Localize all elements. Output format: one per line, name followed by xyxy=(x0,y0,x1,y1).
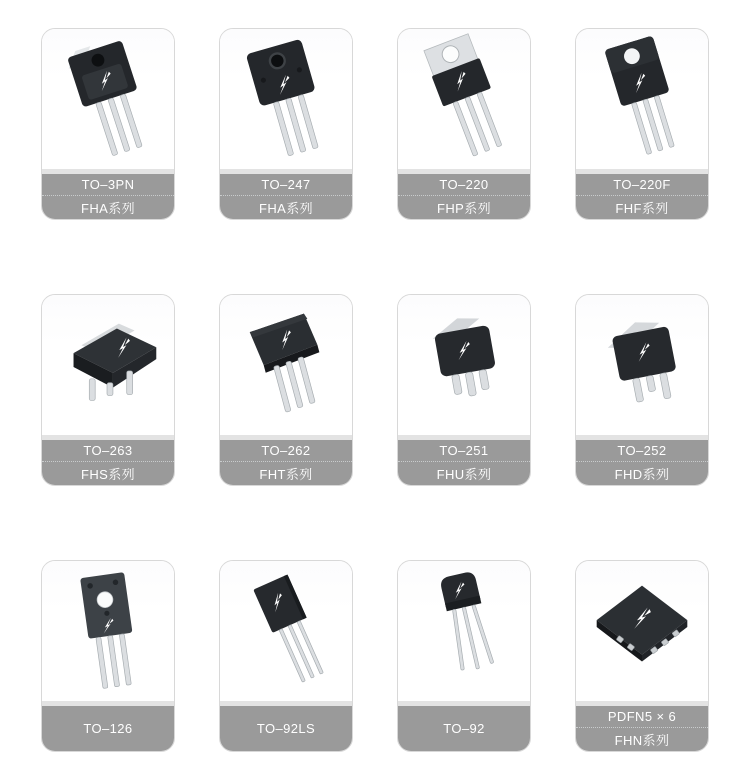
series-name-label: FHF系列 xyxy=(576,195,708,219)
to-252-package-photo xyxy=(576,295,708,435)
series-name-label: FHT系列 xyxy=(220,461,352,485)
card-labels xyxy=(220,440,352,485)
card-labels xyxy=(576,440,708,485)
package-name-label: TO–247 xyxy=(220,174,352,195)
series-name-label: FHN系列 xyxy=(576,727,708,751)
product-card-to-251[interactable] xyxy=(397,294,531,486)
card-labels xyxy=(42,706,174,751)
package-name-label: TO–251 xyxy=(398,440,530,461)
card-labels xyxy=(42,174,174,219)
card-labels xyxy=(220,174,352,219)
pdfn5x6-package-photo xyxy=(576,561,708,701)
to-92ls-package-photo xyxy=(220,561,352,701)
to-126-package-photo xyxy=(42,561,174,701)
package-name-label: TO–220F xyxy=(576,174,708,195)
product-card-pdfn5x6[interactable] xyxy=(575,560,709,752)
card-labels xyxy=(576,706,708,751)
package-name-label: TO–3PN xyxy=(42,174,174,195)
package-name-label: TO–126 xyxy=(42,706,174,751)
card-labels xyxy=(220,706,352,751)
product-card-to-247[interactable] xyxy=(219,28,353,220)
card-labels xyxy=(398,174,530,219)
package-name-label: TO–92LS xyxy=(220,706,352,751)
series-name-label: FHP系列 xyxy=(398,195,530,219)
product-card-to-92[interactable] xyxy=(397,560,531,752)
package-name-label: TO–252 xyxy=(576,440,708,461)
product-card-to-126[interactable] xyxy=(41,560,175,752)
series-name-label: FHA系列 xyxy=(220,195,352,219)
card-labels xyxy=(398,440,530,485)
to-92-package-photo xyxy=(398,561,530,701)
package-name-label: PDFN5 × 6 xyxy=(576,706,708,727)
to-262-package-photo xyxy=(220,295,352,435)
package-name-label: TO–263 xyxy=(42,440,174,461)
package-name-label: TO–262 xyxy=(220,440,352,461)
to-251-package-photo xyxy=(398,295,530,435)
package-name-label: TO–92 xyxy=(398,706,530,751)
series-name-label: FHU系列 xyxy=(398,461,530,485)
card-labels xyxy=(42,440,174,485)
product-card-to-252[interactable] xyxy=(575,294,709,486)
to-220-package-photo xyxy=(398,29,530,169)
to-247-package-photo xyxy=(220,29,352,169)
to-263-package-photo xyxy=(42,295,174,435)
product-card-to-263[interactable] xyxy=(41,294,175,486)
package-name-label: TO–220 xyxy=(398,174,530,195)
series-name-label: FHA系列 xyxy=(42,195,174,219)
to-220f-package-photo xyxy=(576,29,708,169)
card-labels xyxy=(576,174,708,219)
product-card-to-92ls[interactable] xyxy=(219,560,353,752)
series-name-label: FHS系列 xyxy=(42,461,174,485)
product-card-to-220f[interactable] xyxy=(575,28,709,220)
series-name-label: FHD系列 xyxy=(576,461,708,485)
product-card-to-3pn[interactable] xyxy=(41,28,175,220)
card-labels xyxy=(398,706,530,751)
product-card-to-262[interactable] xyxy=(219,294,353,486)
product-card-to-220[interactable] xyxy=(397,28,531,220)
to-3pn-package-photo xyxy=(42,29,174,169)
